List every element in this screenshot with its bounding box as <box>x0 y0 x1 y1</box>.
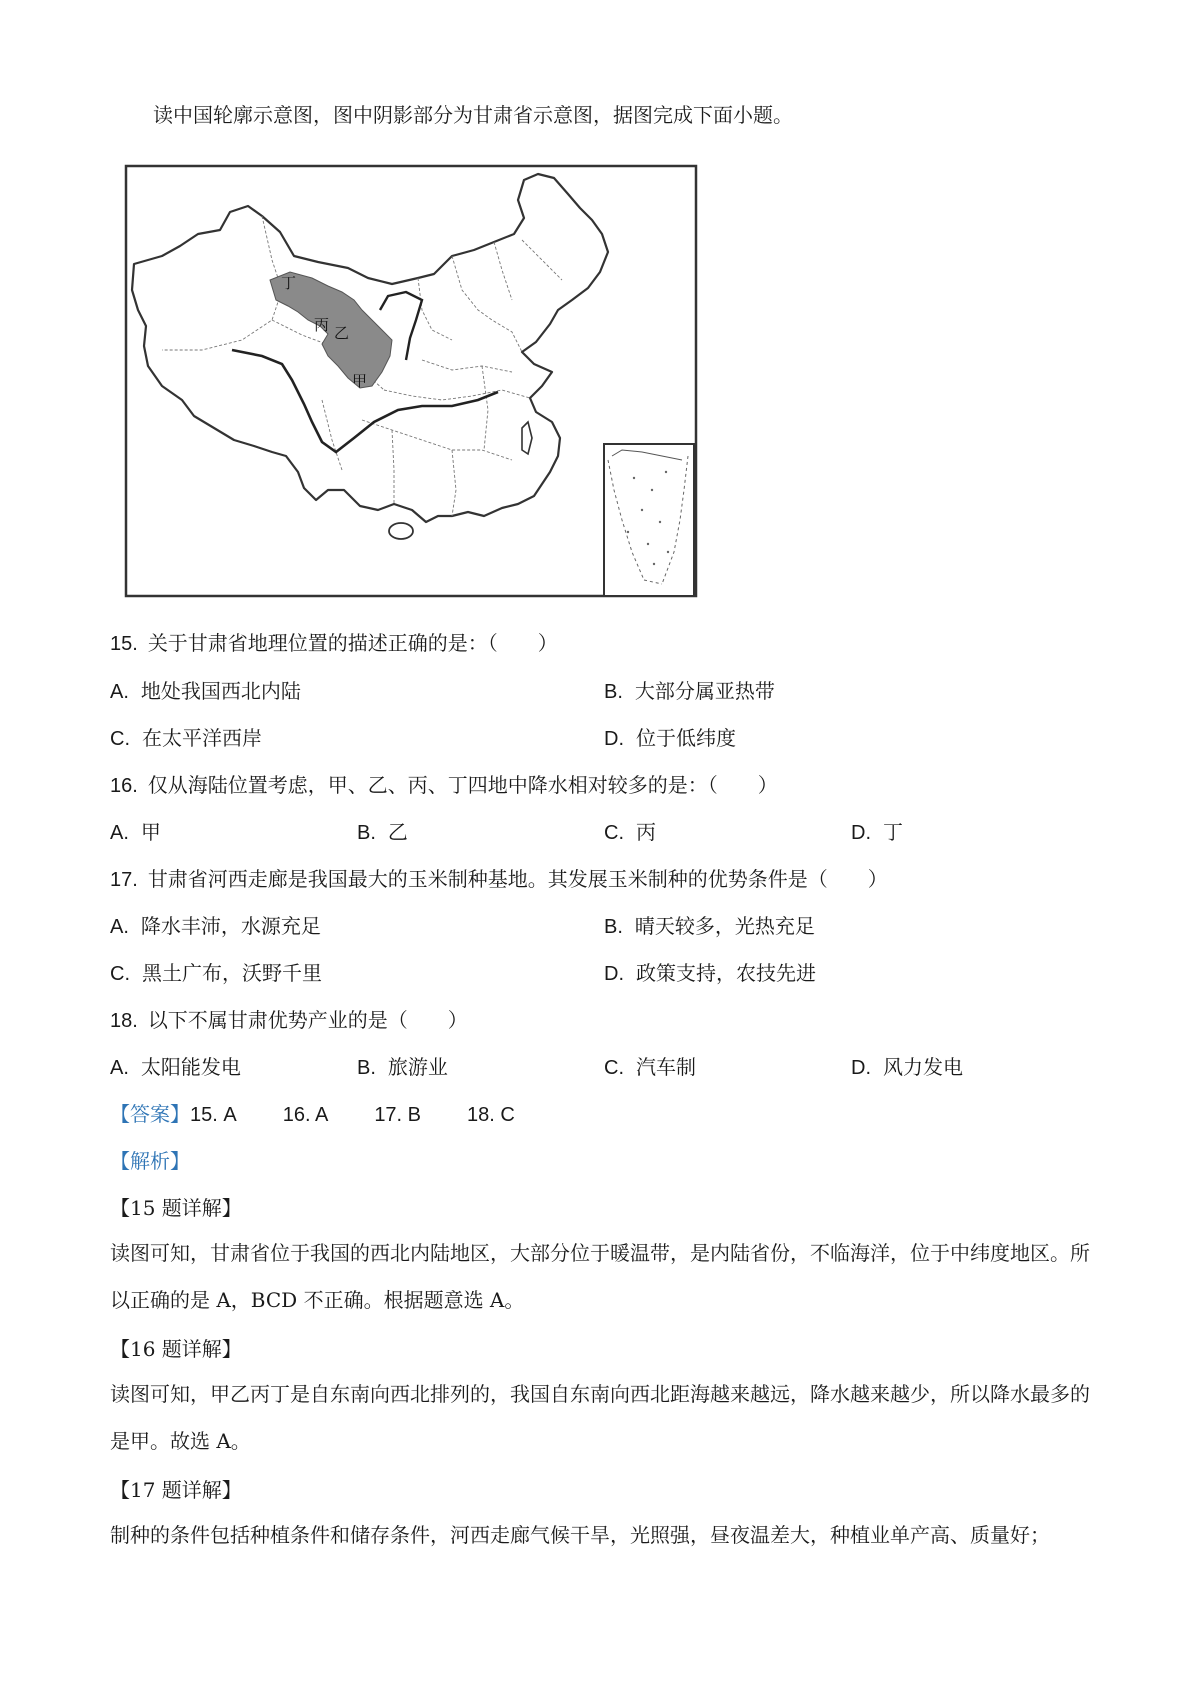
option-15-d: D. 位于低纬度 <box>604 726 736 750</box>
question-text: 仅从海陆位置考虑，甲、乙、丙、丁四地中降水相对较多的是：（ ） <box>147 773 778 797</box>
map-label-jia: 甲 <box>352 372 368 390</box>
answer-item: 16. A <box>282 1104 329 1126</box>
map-label-ding: 丁 <box>281 274 297 292</box>
option-15-a: A. 地处我国西北内陆 <box>110 679 301 703</box>
answer-line <box>110 1101 561 1128</box>
answer-label: 【答案】 <box>110 1102 190 1126</box>
answer-item: 15. A <box>190 1104 237 1126</box>
option-18-c: C. 汽车制 <box>604 1055 696 1079</box>
detail-text-15: 读图可知，甘肃省位于我国的西北内陆地区，大部分位于暖温带，是内陆省份，不临海洋，位于中纬度地区。所以正确的是 A，BCD 不正确。根据题意选 A。 <box>110 1241 1090 1312</box>
option-17-a: A. 降水丰沛，水源充足 <box>110 914 321 938</box>
option-15-c: C. 在太平洋西岸 <box>110 726 262 750</box>
question-number: 18. <box>110 1010 138 1032</box>
answer-items <box>190 1104 561 1126</box>
question-number: 16. <box>110 775 138 797</box>
china-map-figure <box>122 160 704 600</box>
analysis-label: 【解析】 <box>110 1149 190 1173</box>
option-17-b: B. 晴天较多，光热充足 <box>604 914 815 938</box>
question-number: 17. <box>110 869 138 891</box>
option-17-d: D. 政策支持，农技先进 <box>604 961 816 985</box>
question-text: 甘肃省河西走廊是我国最大的玉米制种基地。其发展玉米制种的优势条件是（ ） <box>147 867 888 891</box>
detail-heading-16: 【16 题详解】 <box>110 1337 242 1361</box>
option-18-b: B. 旅游业 <box>357 1055 448 1079</box>
option-17-c: C. 黑土广布，沃野千里 <box>110 961 322 985</box>
question-text: 关于甘肃省地理位置的描述正确的是：（ ） <box>147 631 558 655</box>
detail-text-16: 读图可知，甲乙丙丁是自东南向西北排列的，我国自东南向西北距海越来越远，降水越来越少，所以降水最多的是甲。故选 A。 <box>110 1382 1090 1453</box>
question-15 <box>110 630 558 657</box>
option-18-a: A. 太阳能发电 <box>110 1055 241 1079</box>
map-label-yi: 乙 <box>334 324 350 342</box>
map-label-bing: 丙 <box>314 316 330 334</box>
question-text: 以下不属甘肃优势产业的是（ ） <box>147 1008 468 1032</box>
option-18-d: D. 风力发电 <box>851 1055 963 1079</box>
answer-item: 18. C <box>467 1104 515 1126</box>
question-number: 15. <box>110 633 138 655</box>
question-18 <box>110 1007 468 1034</box>
option-16-c: C. 丙 <box>604 820 656 844</box>
question-17 <box>110 866 888 893</box>
option-16-d: D. 丁 <box>851 820 903 844</box>
south-china-sea-inset <box>604 444 694 596</box>
answer-item: 17. B <box>374 1104 422 1126</box>
option-15-b: B. 大部分属亚热带 <box>604 679 775 703</box>
option-16-b: B. 乙 <box>357 820 408 844</box>
detail-text-17: 制种的条件包括种植条件和储存条件，河西走廊气候干旱，光照强，昼夜温差大，种植业单产高、质量好； <box>110 1523 1050 1547</box>
intro-text: 读中国轮廓示意图，图中阴影部分为甘肃省示意图，据图完成下面小题。 <box>153 103 793 127</box>
detail-heading-15: 【15 题详解】 <box>110 1196 242 1220</box>
detail-heading-17: 【17 题详解】 <box>110 1478 242 1502</box>
question-16 <box>110 772 778 799</box>
option-16-a: A. 甲 <box>110 820 161 844</box>
